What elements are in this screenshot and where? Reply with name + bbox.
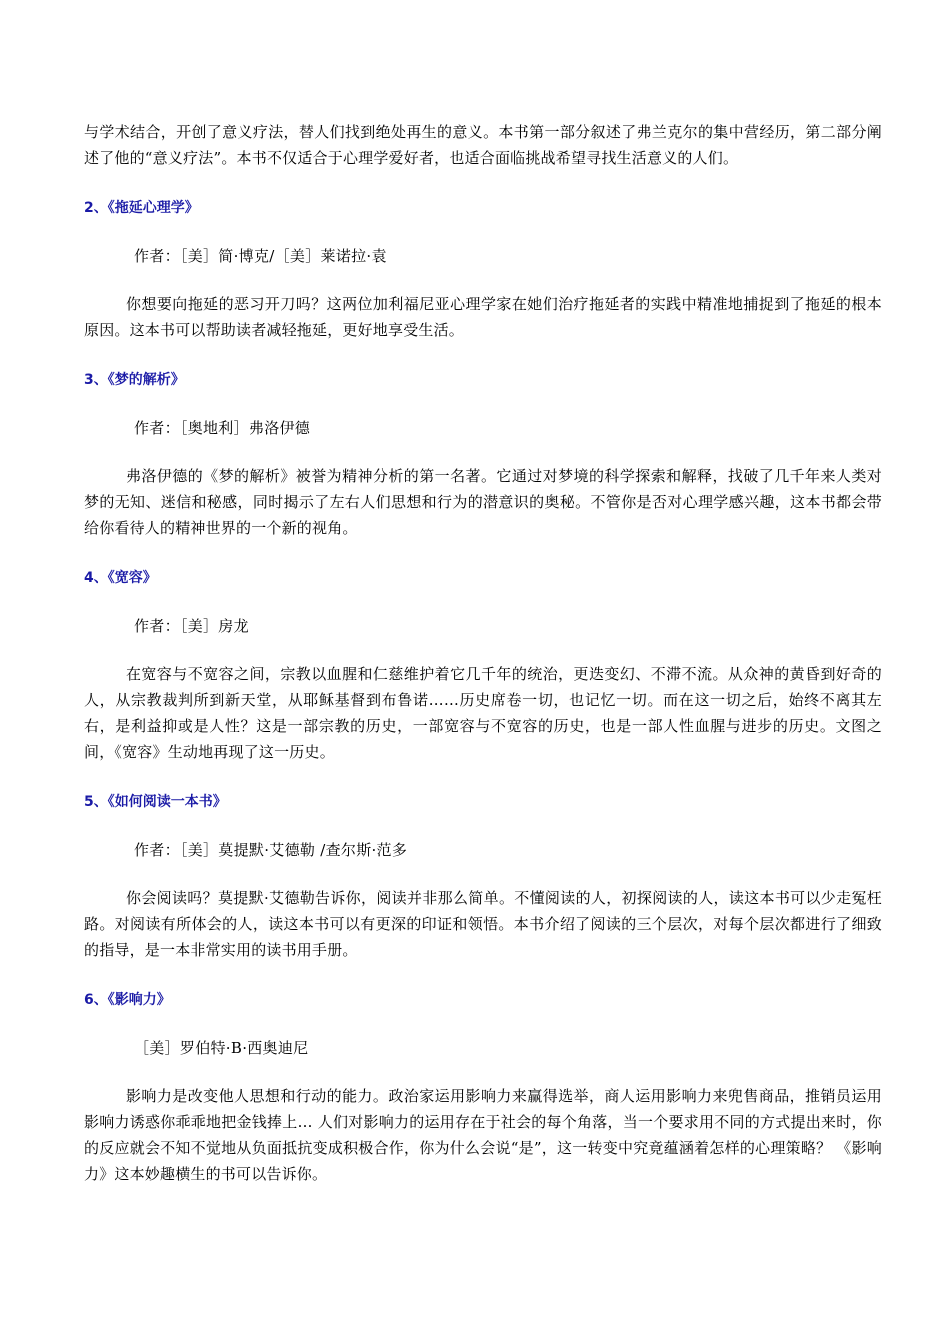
book-author-2: 作者：［美］简·博克/［美］莱诺拉·袁 — [134, 247, 387, 265]
book-heading-2: 2、《拖延心理学》 — [84, 200, 199, 216]
book-heading-5: 5、《如何阅读一本书》 — [84, 794, 227, 810]
book-author-6: ［美］罗伯特·B·西奥迪尼 — [134, 1039, 309, 1057]
book-description-6: 影响力是改变他人思想和行动的能力。政治家运用影响力来赢得选举，商人运用影响力来兜售商品，推销员运用影响力诱惑你乖乖地把金钱捧上… 人们对影响力的运用存在于社会的每个角落，当一个要求用不同的方式提出来时，你的反应就会不知不觉地从负面抵抗变成积极合作，你为什么会说“是”，这一转变中究竟蕴涵着怎样的心理策略？ 《影响力》这本妙趣横生的书可以告诉你。 — [84, 1087, 882, 1183]
document-page — [84, 119, 882, 1187]
book-description-2: 你想要向拖延的恶习开刀吗？这两位加利福尼亚心理学家在她们治疗拖延者的实践中精准地捕捉到了拖延的根本原因。这本书可以帮助读者减轻拖延，更好地享受生活。 — [84, 295, 882, 339]
book-heading-3: 3、《梦的解析》 — [84, 372, 185, 388]
book-description-3: 弗洛伊德的《梦的解析》被誉为精神分析的第一名著。它通过对梦境的科学探索和解释，找破了几千年来人类对梦的无知、迷信和秘感，同时揭示了左右人们思想和行为的潜意识的奥秘。不管你是否对心理学感兴趣，这本书都会带给你看待人的精神世界的一个新的视角。 — [84, 467, 882, 537]
book-heading-6: 6、《影响力》 — [84, 992, 171, 1008]
book-description-4: 在宽容与不宽容之间，宗教以血腥和仁慈维护着它几千年的统治，更迭变幻、不滞不流。从众神的黄昏到好奇的人，从宗教裁判所到新天堂，从耶稣基督到布鲁诺……历史席卷一切，也记忆一切。而在这一切之后，始终不离其左右，是利益抑或是人性？这是一部宗教的历史，一部宽容与不宽容的历史，也是一部人性血腥与进步的历史。文图之间，《宽容》生动地再现了这一历史。 — [84, 665, 882, 761]
book-author-5: 作者：［美］莫提默·艾德勒 /查尔斯·范多 — [134, 841, 408, 859]
book-heading-4: 4、《宽容》 — [84, 570, 157, 586]
intro-paragraph: 与学术结合，开创了意义疗法，替人们找到绝处再生的意义。本书第一部分叙述了弗兰克尔的集中营经历，第二部分阐述了他的“意义疗法”。本书不仅适合于心理学爱好者，也适合面临挑战希望寻找生活意义的人们。 — [84, 123, 882, 167]
book-author-4: 作者：［美］房龙 — [134, 617, 249, 635]
book-description-5: 你会阅读吗？莫提默·艾德勒告诉你，阅读并非那么简单。不懂阅读的人，初探阅读的人，读这本书可以少走冤枉路。对阅读有所体会的人，读这本书可以有更深的印证和领悟。本书介绍了阅读的三个层次，对每个层次都进行了细致的指导，是一本非常实用的读书用手册。 — [84, 889, 882, 959]
book-author-3: 作者：［奥地利］弗洛伊德 — [134, 419, 311, 437]
